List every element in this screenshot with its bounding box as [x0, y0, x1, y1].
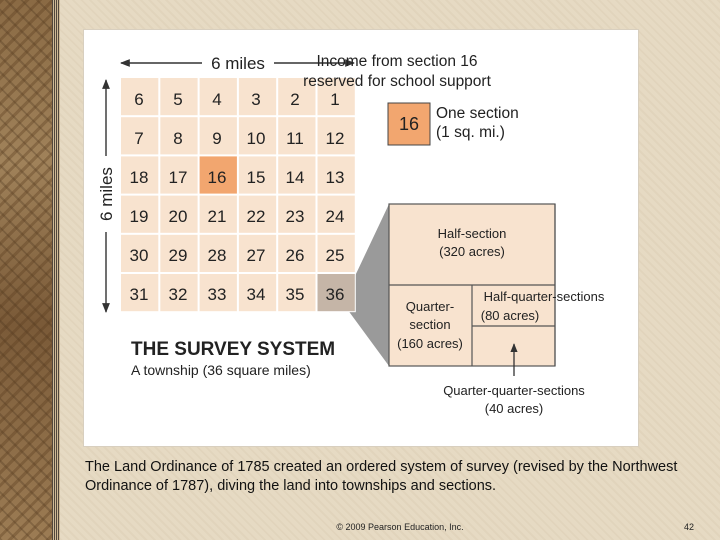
section-label: 24 [325, 207, 345, 226]
section-label: 31 [129, 285, 149, 304]
section-label: 17 [168, 168, 188, 187]
section-label: 30 [129, 246, 149, 265]
side-dimension-label: 6 miles [97, 167, 116, 221]
diagram-subtitle: A township (36 square miles) [131, 362, 311, 378]
section-label: 14 [285, 168, 305, 187]
page-number: 42 [683, 522, 694, 532]
section-label: 12 [325, 129, 345, 148]
marble-border [0, 0, 52, 540]
slide-caption: The Land Ordinance of 1785 created an ordered system of survey (revised by the Northwest Ordinance of 1787), diving the land into townships and sections. [85, 459, 678, 494]
quarter-quarter-label-line2: (40 acres) [484, 401, 544, 416]
section-label: 26 [285, 246, 305, 265]
section-label: 8 [173, 129, 183, 148]
section-label: 9 [212, 129, 222, 148]
quarter-section-label-line3: (160 acres) [397, 336, 463, 351]
section-label: 5 [173, 90, 183, 109]
half-section-label-line1: Half-section [437, 226, 507, 241]
section-label: 32 [168, 285, 188, 304]
section-label: 7 [134, 129, 144, 148]
income-note-line2: reserved for school support [303, 73, 491, 90]
section-label: 20 [168, 207, 188, 226]
section-label: 22 [246, 207, 266, 226]
section-label: 1 [330, 90, 340, 109]
survey-diagram [84, 30, 638, 446]
section-label: 4 [212, 90, 222, 109]
section-label: 11 [286, 129, 304, 148]
section-label: 13 [325, 168, 345, 187]
half-quarter-label-line1: Half-quarter-sections [483, 289, 605, 304]
income-note-line1: Income from section 16 [316, 53, 478, 70]
section-label: 6 [134, 90, 144, 109]
section-label: 28 [207, 246, 227, 265]
half-section-label-line2: (320 acres) [439, 244, 505, 259]
top-dimension-label: 6 miles [211, 54, 265, 73]
section-label: 21 [207, 207, 227, 226]
quarter-section-label-line1: Quarter- [405, 299, 455, 314]
section-label: 34 [246, 285, 266, 304]
legend-label-line1: One section [436, 105, 519, 122]
section-label: 3 [251, 90, 261, 109]
survey-figure [84, 30, 638, 446]
section-label-highlighted: 16 [207, 168, 227, 187]
section-label: 2 [290, 90, 300, 109]
section-label: 29 [168, 246, 188, 265]
section-label: 23 [285, 207, 305, 226]
section-label: 33 [207, 285, 227, 304]
section-label: 18 [129, 168, 149, 187]
copyright-footer: © 2009 Pearson Education, Inc. [336, 522, 464, 532]
section-label-detail: 36 [325, 285, 345, 304]
hatch-border [52, 0, 60, 540]
section-label: 19 [129, 207, 149, 226]
legend-number: 16 [398, 114, 420, 134]
diagram-title: THE SURVEY SYSTEM [131, 339, 336, 360]
legend-label-line2: (1 sq. mi.) [436, 124, 505, 141]
half-quarter-label-line2: (80 acres) [480, 308, 540, 323]
quarter-section-label-line2: section [409, 317, 451, 332]
township-grid [120, 77, 356, 312]
section-label: 35 [285, 285, 305, 304]
section-label: 10 [246, 129, 266, 148]
section-label: 15 [246, 168, 266, 187]
section-label: 27 [246, 246, 266, 265]
quarter-quarter-label-line1: Quarter-quarter-sections [443, 383, 585, 398]
section-label: 25 [325, 246, 345, 265]
